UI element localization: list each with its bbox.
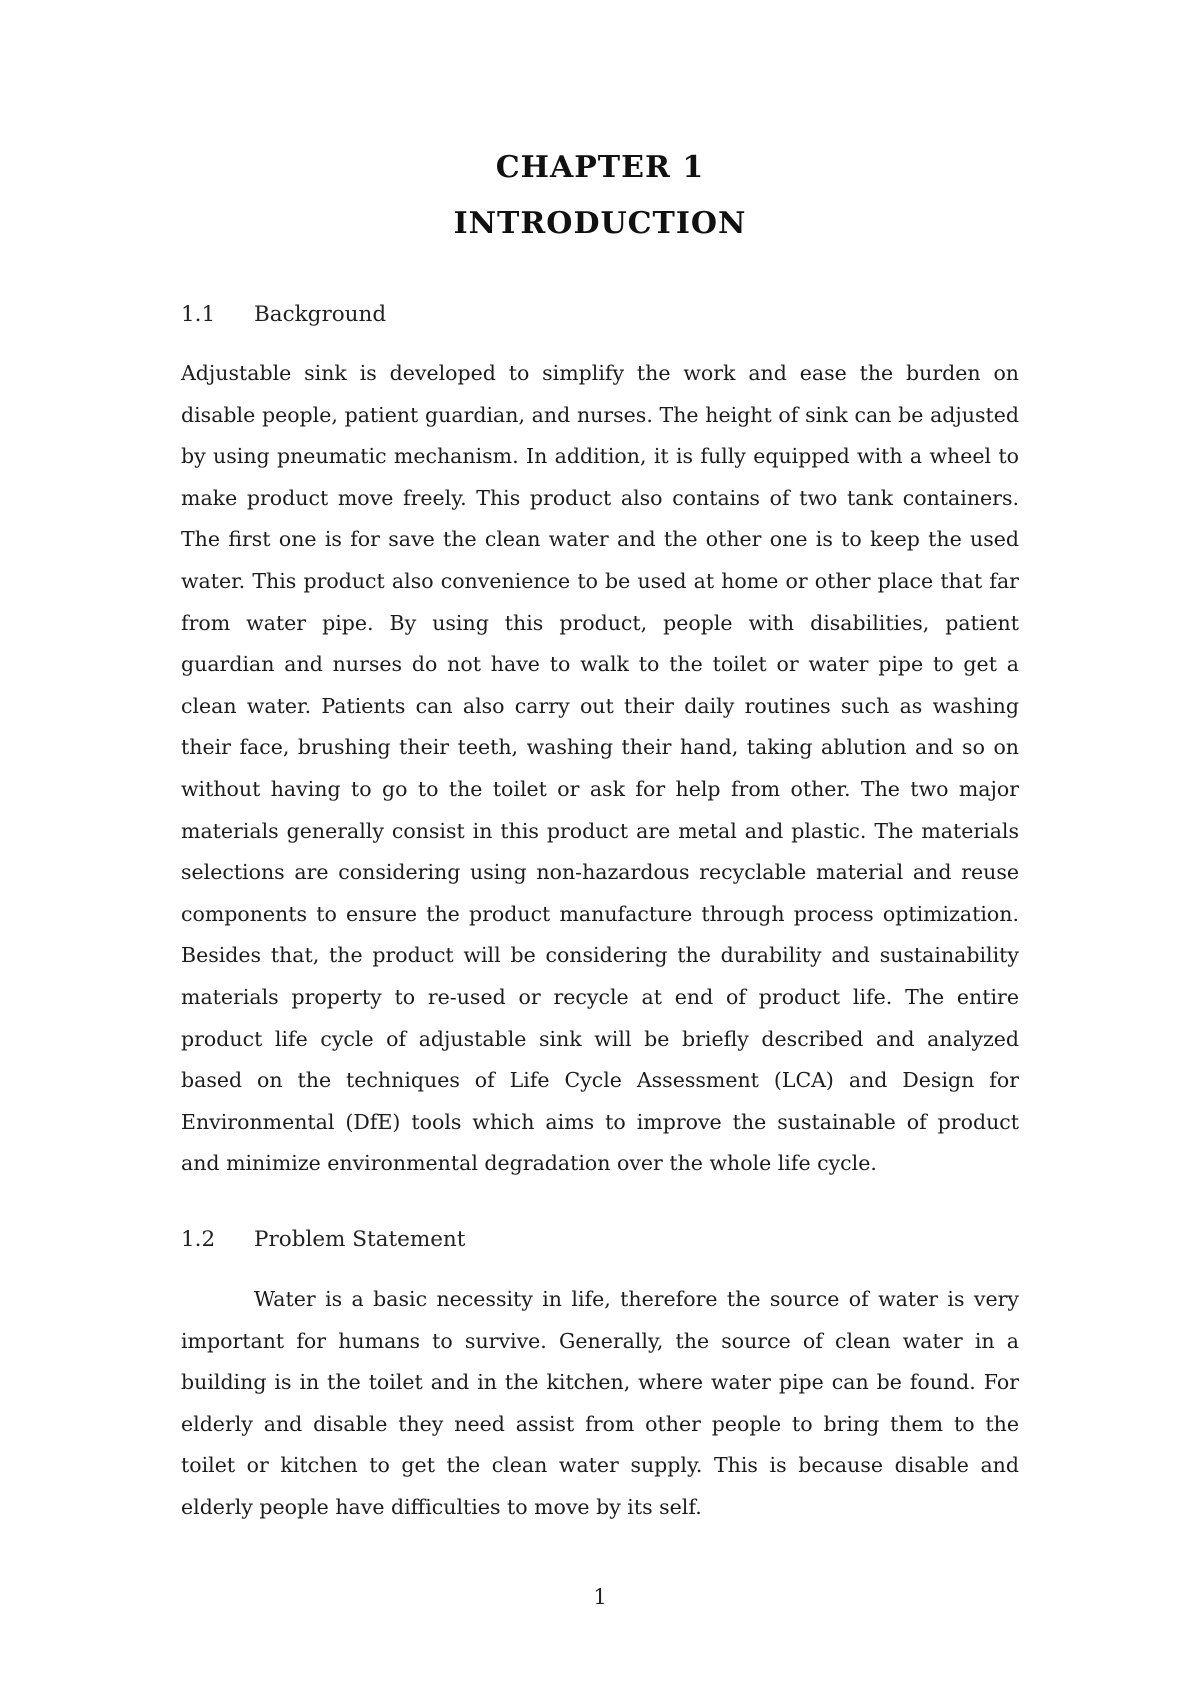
section-number: 1.1 xyxy=(181,302,216,327)
chapter-title: INTRODUCTION xyxy=(453,206,747,241)
section-title: Background xyxy=(254,302,387,327)
problem-statement-paragraph: Water is a basic necessity in life, therefore the source of water is very important for humans to survive. Generally, the source of clean water in a building is in the toilet and in the kitchen, where water pipe can be found. For elderly and disable they need assist from other people to bring them to the toilet or kitchen to get the clean water supply. This is because disable and elderly people have difficulties to move by its self. xyxy=(181,1287,1019,1519)
chapter-heading xyxy=(0,140,1200,252)
section-heading-problem-statement xyxy=(181,1225,465,1255)
background-paragraph: Adjustable sink is developed to simplify the work and ease the burden on disable people, patient guardian, and nurses. The height of sink can be adjusted by using pneumatic mechanism. In addition, it is fully equipped with a wheel to make product move freely. This product also contains of two tank containers. The first one is for save the clean water and the other one is to keep the used water. This product also convenience to be used at home or other place that far from water pipe. By using this product, people with disabilities, patient guardian and nurses do not have to walk to the toilet or water pipe to get a clean water. Patients can also carry out their daily routines such as washing their face, brushing their teeth, washing their hand, taking ablution and so on without having to go to the toilet or ask for help from other. The two major materials generally consist in this product are metal and plastic. The materials selections are considering using non-hazardous recyclable material and reuse components to ensure the product manufacture through process optimization. Besides that, the product will be considering the durability and sustainability materials property to re-used or recycle at end of product life. The entire product life cycle of adjustable sink will be briefly described and analyzed based on the techniques of Life Cycle Assessment (LCA) and Design for Environmental (DfE) tools which aims to improve the sustainable of product and minimize environmental degradation over the whole life cycle. xyxy=(181,361,1019,1176)
page-number: 1 xyxy=(593,1585,607,1609)
section-title: Problem Statement xyxy=(254,1227,466,1252)
section-heading-background xyxy=(181,300,386,330)
section-number: 1.2 xyxy=(181,1227,216,1252)
chapter-number: CHAPTER 1 xyxy=(495,150,705,185)
